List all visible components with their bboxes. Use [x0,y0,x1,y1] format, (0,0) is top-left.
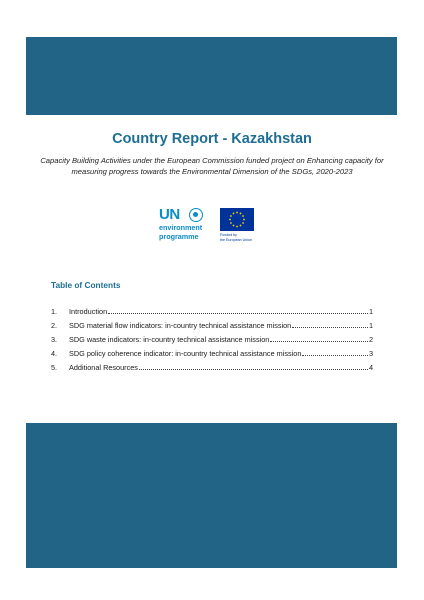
toc-entry[interactable] [51,349,373,363]
toc-entry-page: 3 [368,349,373,358]
eu-caption [220,233,260,242]
toc-entry-number: 3. [51,335,58,344]
eu-star-icon [230,222,232,224]
toc-leader-dots [270,335,368,342]
eu-star-icon [240,225,242,227]
toc-entry[interactable] [51,335,373,349]
toc-entry-page: 1 [368,307,373,316]
toc-leader-dots [139,363,368,370]
toc-leader-dots [302,349,368,356]
table-of-contents [51,307,373,377]
unep-logo-word: UN [159,206,180,223]
toc-entry-title: SDG material flow indicators: in-country technical assistance mission [69,321,292,330]
eu-star-icon [233,225,235,227]
toc-entry-title: SDG waste indicators: in-country technical assistance mission [69,335,270,344]
eu-star-icon [243,219,245,221]
eu-flag-icon [220,208,254,231]
toc-leader-dots [108,307,368,314]
toc-entry-number: 5. [51,363,58,372]
toc-entry-page: 4 [368,363,373,372]
document-subtitle: Capacity Building Activities under the European Commission funded project on Enhancing capacity for measuring progress towards the Environmental Dimension of the SDGs, 2020-2023 [40,156,384,176]
unep-logo-line2: programme [159,232,199,241]
toc-entry-number: 4. [51,349,58,358]
eu-star-icon [242,215,244,217]
toc-heading: Table of Contents [51,280,121,290]
toc-entry-title: SDG policy coherence indicator: in-country technical assistance mission [69,349,302,358]
toc-entry-title: Introduction [69,307,108,316]
eu-caption-line1: Funded by [220,233,237,237]
eu-star-icon [230,215,232,217]
eu-caption-line2: the European Union [220,237,252,242]
eu-star-icon [242,222,244,224]
unep-logo-line1: environment [159,223,203,232]
partner-logos [159,207,269,247]
footer-band [26,423,397,568]
toc-leader-dots [292,321,368,328]
toc-entry[interactable] [51,321,373,335]
toc-entry-number: 2. [51,321,58,330]
un-emblem-icon [189,208,203,222]
toc-entry-page: 2 [368,335,373,344]
toc-entry-title: Additional Resources [69,363,138,372]
toc-entry[interactable] [51,363,373,377]
toc-entry-number: 1. [51,307,58,316]
eu-star-icon [236,212,238,214]
document-title: Country Report - Kazakhstan [112,131,312,147]
toc-entry-page: 1 [368,321,373,330]
eu-star-icon [233,213,235,215]
eu-logo [220,208,256,248]
eu-star-icon [240,213,242,215]
header-band [26,37,397,115]
unep-logo [159,207,213,247]
eu-star-icon [229,219,231,221]
toc-entry[interactable] [51,307,373,321]
eu-star-icon [236,226,238,228]
